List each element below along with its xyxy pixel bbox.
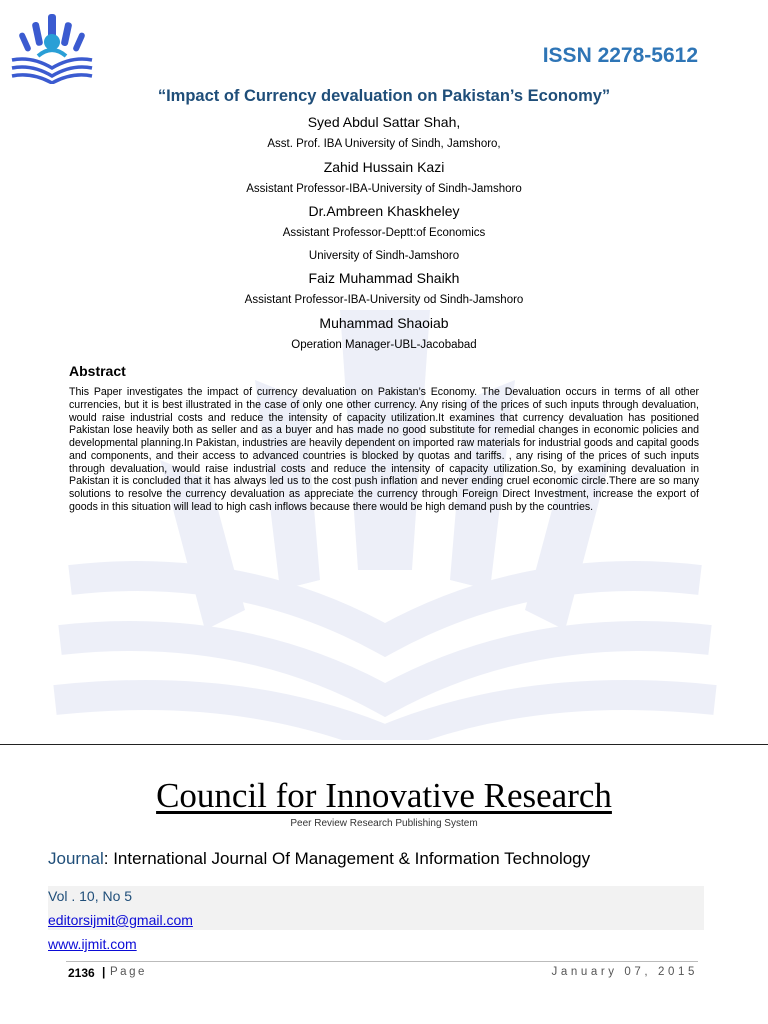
open-book-watermark-icon xyxy=(40,310,730,740)
author-affiliation: Assistant Professor-IBA-University od Sindh-Jamshoro xyxy=(244,294,524,307)
author-name: Faiz Muhammad Shaikh xyxy=(308,270,460,287)
author-list xyxy=(0,111,768,356)
author-name: Zahid Hussain Kazi xyxy=(323,158,445,175)
council-tagline: Peer Review Research Publishing System xyxy=(290,818,478,829)
author-affiliation: Asst. Prof. IBA University of Sindh, Jamshoro, xyxy=(267,138,501,151)
footer-divider xyxy=(0,744,768,745)
page-label: Page xyxy=(110,966,147,978)
author-affiliation: Operation Manager-UBL-Jacobabad xyxy=(291,338,477,351)
editor-email-link[interactable]: editorsijmit@gmail.com xyxy=(48,912,193,928)
journal-line xyxy=(48,849,590,869)
journal-label: Journal xyxy=(48,849,104,868)
author-name: Muhammad Shaoiab xyxy=(319,314,449,331)
page-separator: | xyxy=(102,965,106,979)
page-footer-divider xyxy=(66,961,698,962)
website-link[interactable]: www.ijmit.com xyxy=(48,936,137,952)
page-number: 2136 xyxy=(68,966,95,980)
volume-info: Vol . 10, No 5 xyxy=(48,888,133,904)
council-title: Council for Innovative Research xyxy=(156,776,612,815)
abstract-heading: Abstract xyxy=(69,363,126,379)
author-affiliation: Assistant Professor-IBA-University of Sindh-Jamshoro xyxy=(246,182,522,195)
abstract-body: This Paper investigates the impact of currency devaluation on Pakistan’s Economy. The Devaluation occurs in terms of all other currencies, but it is best illustrated in the case of only one other currency. Any rising of the prices of such inputs through devaluation, would raise industrial costs and reduce the intensity of capacity utilization.It examines that currency devaluation has positioned Pakistan lose heavily both as seller and as a buyer and has made no good substitute for remedial changes in economic policies and developmental planning.In Pakistan, industries are heavily dependent on imported raw materials for industrial goods and capital goods and components, and their access to advanced countries is blocked by quotas and tariffs. , any rising of the prices of such inputs through devaluation, would raise industrial costs and reduce the intensity of capacity utilization.So, by examining devaluation in Pakistan it is concluded that it has always led us to the cost push inflation and never ending cruel economic circle.There are so many solutions to resolve the currency devaluation as appreciate the currency through Foreign Direct Investment, increase the export of goods in this situation will lead to high cash inflows because there would be high demand push by the countries. xyxy=(69,386,699,513)
journal-name: : International Journal Of Management & Information Technology xyxy=(103,849,591,868)
author-affiliation: Assistant Professor-Deptt:of Economics xyxy=(282,227,486,240)
author-affiliation: University of Sindh-Jamshoro xyxy=(308,249,460,262)
open-book-people-logo-icon xyxy=(8,12,96,84)
author-name: Dr.Ambreen Khaskheley xyxy=(308,203,460,220)
paper-title: “Impact of Currency devaluation on Pakistan’s Economy” xyxy=(157,87,611,105)
publication-date: January 07, 2015 xyxy=(551,966,698,978)
issn-number: ISSN 2278-5612 xyxy=(542,44,698,67)
author-name: Syed Abdul Sattar Shah, xyxy=(307,114,461,130)
